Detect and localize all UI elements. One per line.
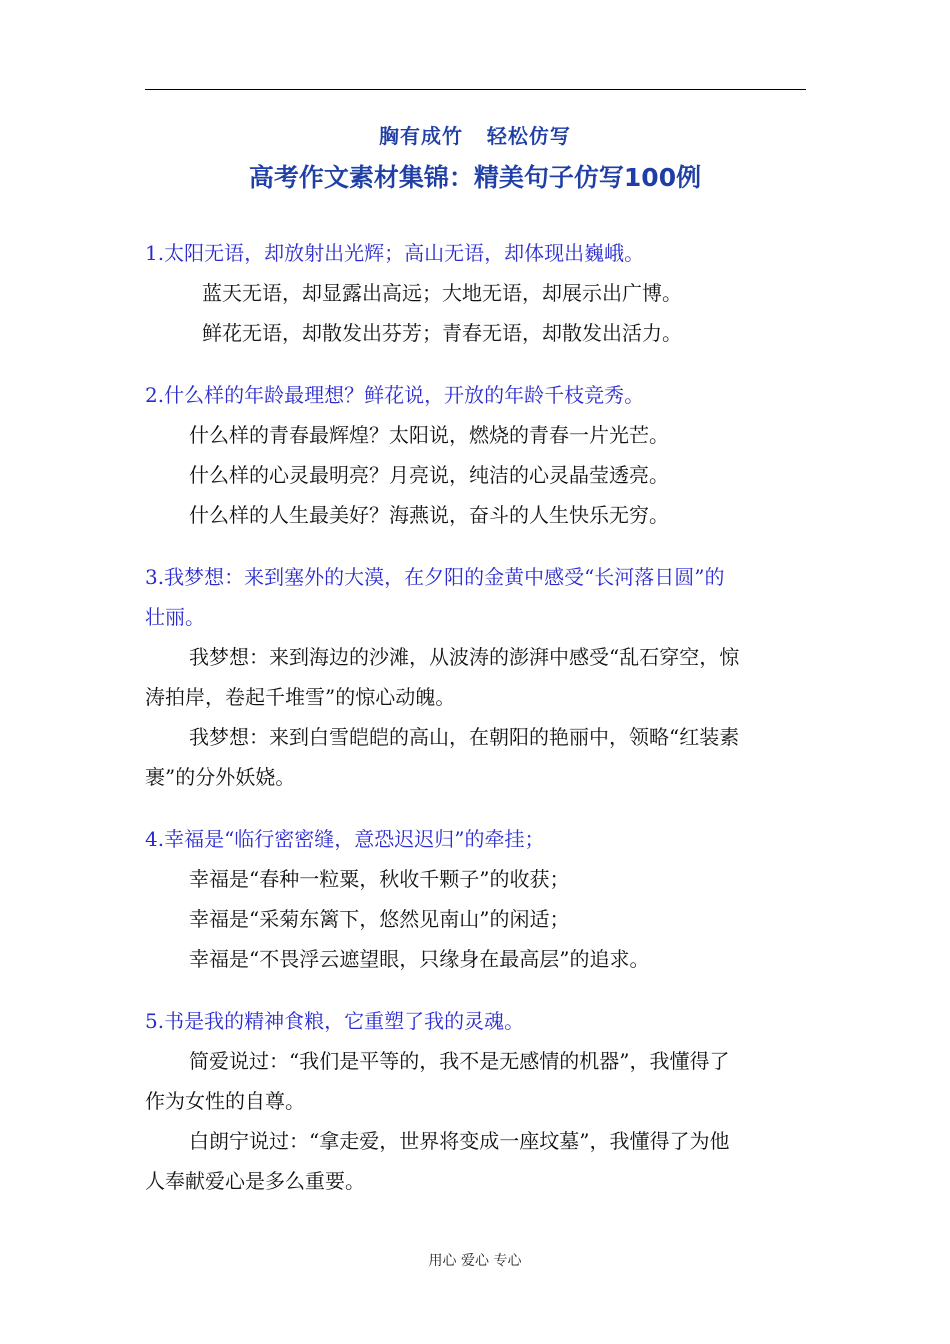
section-3-heading-continued: 壮丽。 <box>145 605 205 629</box>
section-2-line: 什么样的人生最美好？海燕说，奋斗的人生快乐无穷。 <box>189 503 669 527</box>
section-5 <box>145 1001 806 1201</box>
section-2-line: 什么样的心灵最明亮？月亮说，纯洁的心灵晶莹透亮。 <box>189 463 669 487</box>
section-5-line: 简爱说过：“我们是平等的，我不是无感情的机器”，我懂得了 <box>189 1049 730 1073</box>
section-3-heading: 3.我梦想：来到塞外的大漠，在夕阳的金黄中感受“长河落日圆”的 <box>145 565 725 589</box>
section-5-line-continued: 作为女性的自尊。 <box>145 1089 305 1113</box>
document-body <box>145 233 806 1223</box>
section-5-line-continued: 人奉献爱心是多么重要。 <box>145 1169 365 1193</box>
top-rule <box>145 89 806 90</box>
section-3 <box>145 557 806 797</box>
section-2-line: 什么样的青春最辉煌？太阳说，燃烧的青春一片光芒。 <box>189 423 669 447</box>
page-footer: 用心 爱心 专心 <box>428 1253 522 1269</box>
section-5-line: 白朗宁说过：“拿走爱，世界将变成一座坟墓”，我懂得了为他 <box>189 1129 730 1153</box>
section-3-line-continued: 裹”的分外妖娆。 <box>145 765 296 789</box>
section-4-heading: 4.幸福是“临行密密缝，意恐迟迟归”的牵挂； <box>145 827 545 851</box>
document-subtitle: 胸有成竹 轻松仿写 <box>379 124 571 148</box>
section-3-line-continued: 涛拍岸，卷起千堆雪”的惊心动魄。 <box>145 685 456 709</box>
section-4-line: 幸福是“采菊东篱下，悠然见南山”的闲适； <box>189 907 570 931</box>
section-1-line: 鲜花无语，却散发出芬芳；青春无语，却散发出活力。 <box>202 321 682 345</box>
document-title: 高考作文素材集锦：精美句子仿写100例 <box>248 163 702 192</box>
section-4-line: 幸福是“春种一粒粟，秋收千颗子”的收获； <box>189 867 570 891</box>
section-2 <box>145 375 806 535</box>
section-2-heading: 2.什么样的年龄最理想？鲜花说，开放的年龄千枝竞秀。 <box>145 383 645 407</box>
section-1-heading: 1.太阳无语，却放射出光辉；高山无语，却体现出巍峨。 <box>145 241 645 265</box>
section-1-line: 蓝天无语，却显露出高远；大地无语，却展示出广博。 <box>202 281 682 305</box>
section-4 <box>145 819 806 979</box>
section-5-heading: 5.书是我的精神食粮，它重塑了我的灵魂。 <box>145 1009 525 1033</box>
section-4-line: 幸福是“不畏浮云遮望眼，只缘身在最高层”的追求。 <box>189 947 650 971</box>
section-1 <box>145 233 806 353</box>
section-3-line: 我梦想：来到白雪皑皑的高山，在朝阳的艳丽中，领略“红装素 <box>189 725 740 749</box>
section-3-line: 我梦想：来到海边的沙滩，从波涛的澎湃中感受“乱石穿空，惊 <box>189 645 740 669</box>
